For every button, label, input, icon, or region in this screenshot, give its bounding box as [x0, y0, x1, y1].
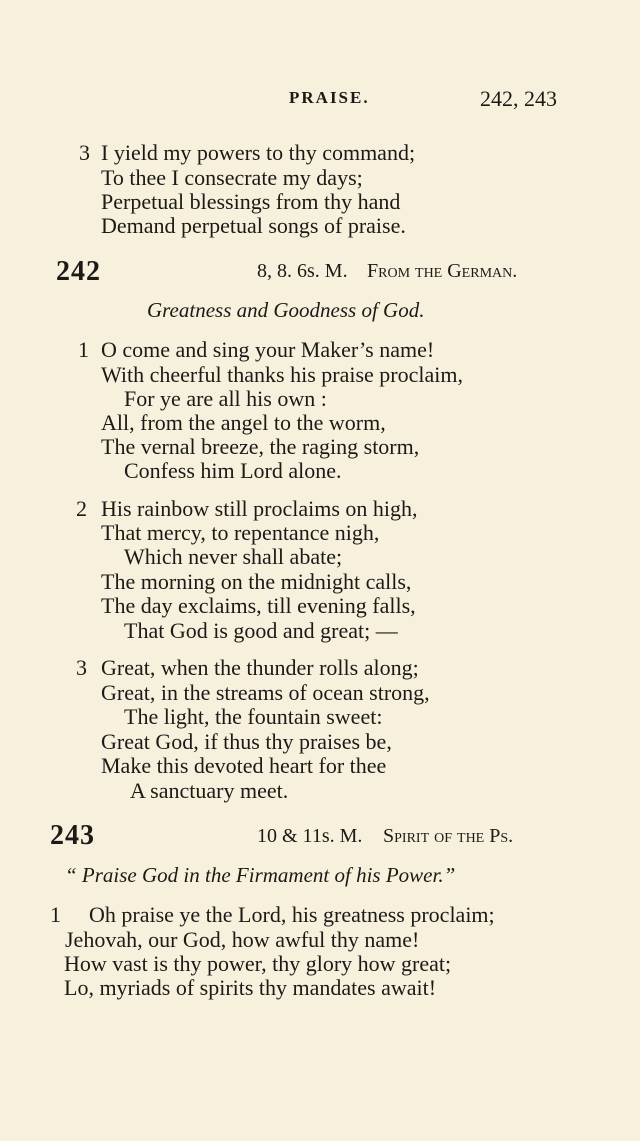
verse-line: The vernal breeze, the raging storm, [101, 434, 420, 459]
verse-line: Which never shall abate; [124, 544, 343, 569]
hymn-title: “ Praise God in the Firmament of his Power.” [65, 863, 456, 887]
verse-line: I yield my powers to thy command; [101, 140, 416, 165]
stanza-number: 3 [79, 140, 90, 165]
verse-line: That mercy, to repentance nigh, [101, 520, 380, 545]
verse-line: The day exclaims, till evening falls, [101, 593, 416, 618]
verse-line: All, from the angel to the worm, [101, 410, 386, 435]
verse-line: Make this devoted heart for thee [101, 753, 387, 778]
verse-line: Great, in the streams of ocean strong, [101, 680, 430, 705]
verse-line: How vast is thy power, thy glory how great; [64, 951, 452, 976]
verse-line: Great, when the thunder rolls along; [101, 655, 419, 680]
hymn-source: Spirit of the Ps. [383, 825, 514, 847]
verse-line: Demand perpetual songs of praise. [101, 213, 406, 238]
verse-line: Great God, if thus thy praises be, [101, 729, 392, 754]
verse-line: With cheerful thanks his praise proclaim, [101, 362, 464, 387]
verse-line: For ye are all his own : [124, 386, 327, 411]
verse-line: Jehovah, our God, how awful thy name! [65, 927, 420, 952]
stanza-number: 1 [78, 337, 89, 362]
hymn-meter: 10 & 11s. M. [257, 825, 363, 847]
verse-line: That God is good and great; — [124, 618, 398, 643]
verse-line: His rainbow still proclaims on high, [101, 496, 418, 521]
hymn-meter: 8, 8. 6s. M. [257, 260, 348, 282]
verse-line: The morning on the midnight calls, [101, 569, 412, 594]
verse-line: Perpetual blessings from thy hand [101, 189, 401, 214]
stanza-number: 1 [50, 902, 61, 927]
verse-line: O come and sing your Maker’s name! [101, 337, 435, 362]
verse-line: To thee I consecrate my days; [101, 165, 363, 190]
verse-line: Lo, myriads of spirits thy mandates await! [64, 975, 437, 1000]
page-numbers: 242, 243 [480, 86, 557, 111]
hymn-number: 242 [56, 256, 101, 287]
hymn-source: From the German. [367, 260, 518, 282]
hymn-number: 243 [50, 820, 95, 851]
stanza-number: 2 [76, 496, 87, 521]
stanza-number: 3 [76, 655, 87, 680]
hymn-title: Greatness and Goodness of God. [147, 298, 425, 322]
verse-line: Oh praise ye the Lord, his greatness proclaim; [89, 902, 495, 927]
verse-line: The light, the fountain sweet: [124, 704, 383, 729]
verse-line: Confess him Lord alone. [124, 458, 342, 483]
verse-line: A sanctuary meet. [130, 778, 289, 803]
running-head: PRAISE. [289, 88, 370, 107]
